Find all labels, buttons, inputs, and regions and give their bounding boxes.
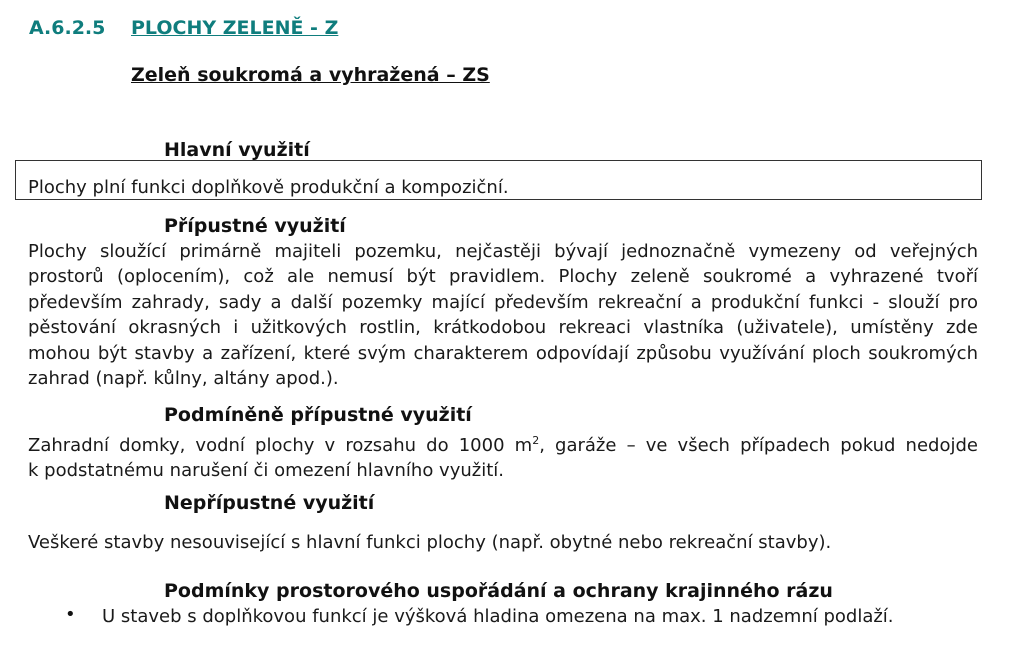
podminene-pripustne-paragraph xyxy=(28,428,978,484)
text-fragment: Zahradní domky, vodní plochy v rozsahu do 1000 m xyxy=(28,435,533,456)
heading-podminky: Podmínky prostorového uspořádání a ochrany krajinného rázu xyxy=(164,580,833,602)
text-fragment: , garáže – ve všech případech pokud nedojde xyxy=(539,435,978,456)
heading-nepripustne-vyuziti: Nepřípustné využití xyxy=(164,492,375,514)
section-number: A.6.2.5 xyxy=(29,17,106,39)
paragraph-line: k podstatnému narušení či omezení hlavního využití. xyxy=(28,460,504,482)
heading-hlavni-vyuziti: Hlavní využití xyxy=(164,139,310,161)
hlavni-vyuziti-text: Plochy plní funkci doplňkově produkční a kompoziční. xyxy=(28,177,509,198)
section-title: PLOCHY ZELENĚ - Z xyxy=(131,17,339,39)
paragraph-line xyxy=(28,428,978,458)
bullet-icon: • xyxy=(65,604,76,625)
heading-pripustne-vyuziti: Přípustné využití xyxy=(164,215,346,237)
nepripustne-vyuziti-text: Veškeré stavby nesouvisející s hlavní funkci plochy (např. obytné nebo rekreační stavby). xyxy=(28,532,832,553)
paragraph-line: Plochy sloužící primárně majiteli pozemku, nejčastěji bývají jednoznačně vymezeny od veřejných xyxy=(28,241,978,262)
paragraph-line: především zahrady, sady a další pozemky mající především rekreační a produkční funkci - slouží pro xyxy=(28,291,978,313)
paragraph-line: zahrad (např. kůlny, altány apod.). xyxy=(28,368,339,390)
paragraph-line: prostorů (oplocením), což ale nemusí být pravidlem. Plochy zeleně soukromé a vyhrazené tvoří xyxy=(28,266,978,288)
superscript: 2 xyxy=(532,434,540,447)
paragraph-line: mohou být stavby a zařízení, které svým charakterem odpovídají způsobu využívání ploch soukromých xyxy=(28,342,978,364)
heading-podminene-pripustne: Podmíněně přípustné využití xyxy=(164,404,472,426)
list-item: U staveb s doplňkovou funkcí je výšková hladina omezena na max. 1 nadzemní podlaží. xyxy=(102,606,894,627)
paragraph-line: pěstování okrasných i užitkových rostlin, krátkodobou rekreaci vlastníka (uživatele), umístěny zde xyxy=(28,317,978,339)
section-subtitle: Zeleň soukromá a vyhražená – ZS xyxy=(131,64,490,86)
pripustne-vyuziti-paragraph xyxy=(28,239,978,391)
